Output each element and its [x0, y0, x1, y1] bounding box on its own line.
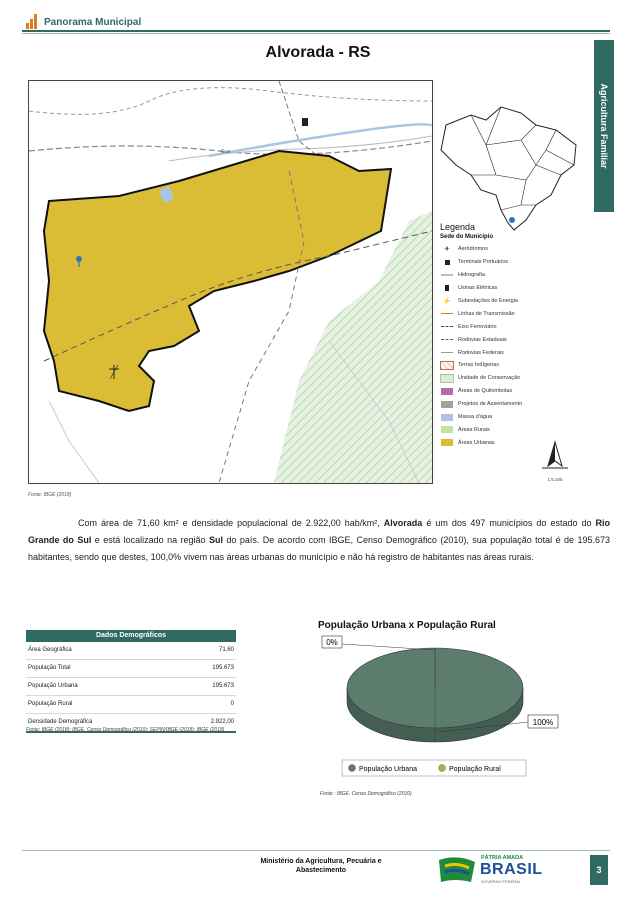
- legend-item-label: Áreas Urbanas: [458, 439, 495, 446]
- row-value: 71,60: [218, 647, 234, 653]
- chart-source: Fonte : IBGE, Censo Demográfico (2010): [320, 791, 412, 797]
- table-row: [26, 642, 236, 660]
- para-part-3: e está localizado na região: [91, 535, 209, 545]
- legend-item: [440, 256, 590, 269]
- conservation-unit-icon: [440, 374, 454, 382]
- legend-item: [440, 359, 590, 372]
- side-tab: [594, 40, 614, 212]
- legend-item-label: Eixo Ferroviário: [458, 323, 497, 330]
- data-label-large: 100%: [532, 718, 554, 727]
- row-value: 195.673: [212, 683, 234, 689]
- para-state: Rio Grande do Sul: [28, 518, 610, 545]
- map-legend: [440, 222, 590, 449]
- legend-item-label: Projetos de Assentamento: [458, 401, 523, 408]
- page-number: 3: [590, 855, 608, 885]
- water-body-icon: [440, 413, 454, 421]
- brasil-flag-icon: [437, 856, 477, 884]
- pie-chart: [310, 630, 560, 790]
- map-source: Fonte: IBGE (2018): [28, 492, 72, 498]
- row-value: 0: [230, 701, 234, 707]
- demographic-table: [26, 630, 236, 733]
- brand-top: PÁTRIA AMADA: [481, 855, 524, 861]
- row-label: População Rural: [28, 701, 73, 707]
- legend-subtitle: Sede do Município: [440, 234, 494, 240]
- legend-item-label: Massa d'água: [458, 414, 493, 421]
- legend-item-label: Áreas Rurais: [458, 426, 490, 433]
- table-source: Fonte: IBGE (2018); IBGE, Censo Demográfico (2010); SEPIN/IBGE (2018); IBGE (2018): [26, 727, 225, 733]
- row-label: População Urbana: [28, 683, 78, 689]
- legend-label-0: População Urbana: [359, 766, 417, 773]
- brand-main: BRASIL: [480, 861, 543, 878]
- legend-item-label: Hidrografia: [458, 272, 485, 279]
- quilombola-area-icon: [440, 387, 454, 395]
- legend-item-label: Rodovias Federais: [458, 349, 504, 356]
- brazil-locator-map: [426, 95, 586, 235]
- map-scale: 1:5.105: [547, 477, 563, 482]
- row-value: 2.922,00: [210, 719, 234, 725]
- legend-item-label: Áreas de Quilombolas: [458, 388, 513, 395]
- indigenous-land-icon: [440, 361, 454, 369]
- para-part-4: do país. De acordo com IBGE, Censo Demográfico (2010), sua população total é de 195.673 habitantes, sendo que destes, 100,0% vivem nas áreas urbanas do município e não há registro de habitantes nas áreas rurais.: [28, 535, 610, 562]
- legend-item-label: Linhas de Transmissão: [458, 310, 515, 317]
- substation-icon: ⚡: [442, 298, 452, 305]
- page-title: Alvorada - RS: [265, 44, 371, 61]
- table-row: [26, 696, 236, 714]
- legend-item-label: Terminais Portuários: [458, 259, 509, 266]
- legend-item-label: Aeródromos: [458, 246, 488, 253]
- railway-icon: [440, 323, 454, 331]
- chart-title: População Urbana x População Rural: [318, 620, 496, 631]
- settlement-icon: [440, 400, 454, 408]
- legend-swatch-0: [349, 765, 356, 772]
- row-label: Área Geográfica: [28, 647, 72, 653]
- label-leader-0: [342, 644, 435, 650]
- legend-swatch-1: [439, 765, 446, 772]
- legend-item: [440, 423, 590, 436]
- legend-item: [440, 282, 590, 295]
- description-paragraph: [28, 515, 610, 566]
- table-row: [26, 660, 236, 678]
- legend-item: [440, 411, 590, 424]
- header-divider: [22, 30, 610, 32]
- legend-item: [440, 346, 590, 359]
- row-label: População Total: [28, 665, 71, 671]
- footer-divider: [22, 850, 610, 851]
- legend-item: [440, 320, 590, 333]
- para-region: Sul: [208, 535, 223, 545]
- municipality-map: [28, 80, 433, 484]
- power-plant-icon: [440, 284, 454, 292]
- legend-item-label: Unidade de Conservação: [458, 375, 521, 382]
- legend-item: [440, 333, 590, 346]
- table-title: Dados Demográficos: [26, 630, 236, 642]
- ministry-name: Ministério da Agricultura, Pecuária e Abastecimento: [260, 858, 382, 874]
- table-row: [26, 678, 236, 696]
- transmission-line-icon: [440, 310, 454, 318]
- map-svg: [29, 81, 432, 483]
- para-municipality: Alvorada: [383, 518, 423, 528]
- header-title: Panorama Municipal: [44, 17, 142, 28]
- aerodrome-icon: ✈: [444, 246, 450, 254]
- legend-item: [440, 295, 590, 308]
- port-icon: [440, 258, 454, 266]
- side-tab-label: Agricultura Familiar: [599, 83, 609, 169]
- locator-svg: [426, 95, 586, 235]
- brand-sub: GOVERNO FEDERAL: [481, 879, 522, 884]
- river-line-icon: [440, 271, 454, 279]
- row-label: Densidade Demográfica: [28, 719, 93, 725]
- legend-item-label: Rodovias Estaduais: [458, 336, 507, 343]
- legend-item: [440, 398, 590, 411]
- logo-bars-icon: [26, 14, 40, 29]
- rural-area-icon: [440, 426, 454, 434]
- legend-item: [440, 269, 590, 282]
- brasil-logo: [437, 855, 577, 885]
- legend-item: [440, 307, 590, 320]
- federal-road-icon: [440, 349, 454, 357]
- north-arrow-icon: [540, 440, 570, 482]
- row-value: 195.673: [212, 665, 234, 671]
- legend-item: [440, 243, 590, 256]
- state-road-icon: [440, 336, 454, 344]
- para-part-2: é um dos 497 municípios do estado do: [422, 518, 596, 528]
- legend-item-label: Subestações de Energia: [458, 298, 518, 304]
- legend-item: [440, 385, 590, 398]
- para-part-1: Com área de 71,60 km² e densidade populacional de 2.922,00 hab/km²,: [78, 518, 384, 528]
- river-label: Gua: [221, 149, 231, 155]
- legend-item-label: Usinas Elétricas: [458, 285, 498, 292]
- legend-item-label: Terras Indígenas: [458, 362, 499, 369]
- data-label-small: 0%: [326, 638, 338, 647]
- header-divider-thin: [22, 33, 610, 34]
- legend-title: Legenda: [440, 222, 476, 232]
- power-plant-marker-icon: [302, 118, 308, 126]
- urban-area-icon: [440, 439, 454, 447]
- legend-item: [440, 372, 590, 385]
- legend-label-1: População Rural: [449, 766, 501, 773]
